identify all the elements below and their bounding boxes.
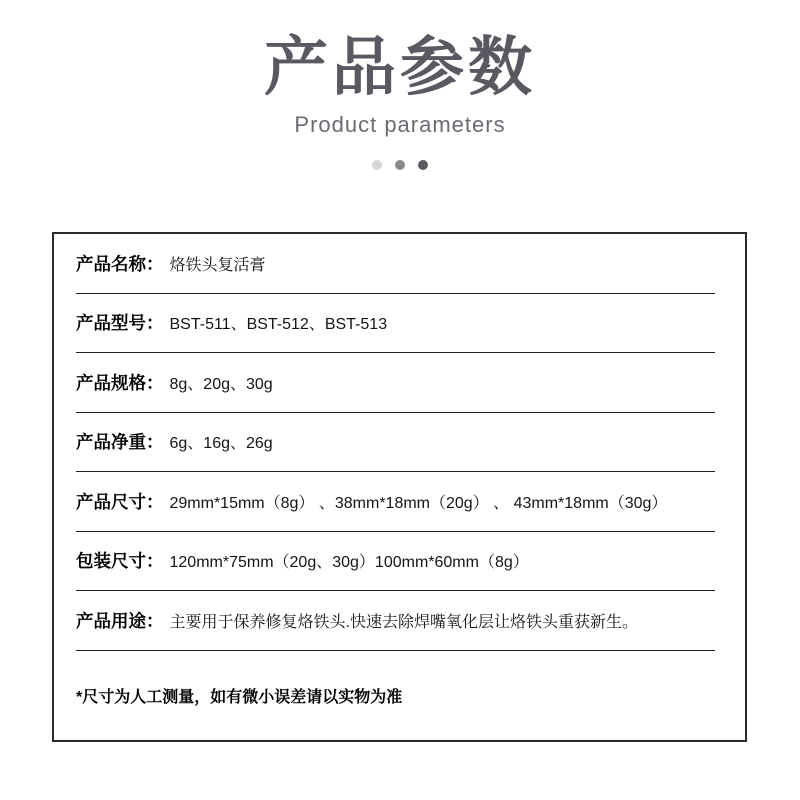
spec-label: 产品型号： <box>76 313 164 334</box>
spec-value: 主要用于保养修复烙铁头.快速去除焊嘴氧化层让烙铁头重获新生。 <box>169 613 638 631</box>
spec-value: 8g、20g、30g <box>169 375 273 393</box>
spec-label: 产品尺寸： <box>76 491 164 512</box>
spec-table <box>52 232 747 742</box>
spec-label: 产品规格： <box>76 372 164 393</box>
spec-row-net-weight <box>76 413 715 473</box>
spec-value: 120mm*75mm（20g、30g）100mm*60mm（8g） <box>169 554 529 572</box>
decorative-dot-dark <box>418 160 428 170</box>
decorative-dots <box>0 160 800 170</box>
spec-row-product-usage <box>76 591 715 651</box>
spec-value: BST-511、BST-512、BST-513 <box>169 316 388 334</box>
spec-row-product-spec <box>76 353 715 413</box>
spec-row-product-name <box>76 234 715 294</box>
decorative-dot-medium <box>395 160 405 170</box>
spec-row-package-size <box>76 532 715 592</box>
spec-row-product-size <box>76 472 715 532</box>
spec-value: 烙铁头复活膏 <box>169 256 266 274</box>
spec-label: 产品用途： <box>76 610 164 631</box>
spec-row-product-model <box>76 294 715 354</box>
spec-label: 包装尺寸： <box>76 551 164 572</box>
page-subtitle: Product parameters <box>294 112 506 138</box>
spec-value: 6g、16g、26g <box>169 435 273 453</box>
spec-label: 产品净重： <box>76 432 164 453</box>
decorative-dot-light <box>372 160 382 170</box>
spec-footnote-row <box>76 651 715 741</box>
page-title: 产品参数 <box>264 31 536 103</box>
spec-footnote: *尺寸为人工测量，如有微小误差请以实物为准 <box>76 688 403 706</box>
spec-label: 产品名称： <box>76 253 164 274</box>
spec-value: 29mm*15mm（8g） 、38mm*18mm（20g） 、 43mm*18mm（30g） <box>169 494 668 512</box>
